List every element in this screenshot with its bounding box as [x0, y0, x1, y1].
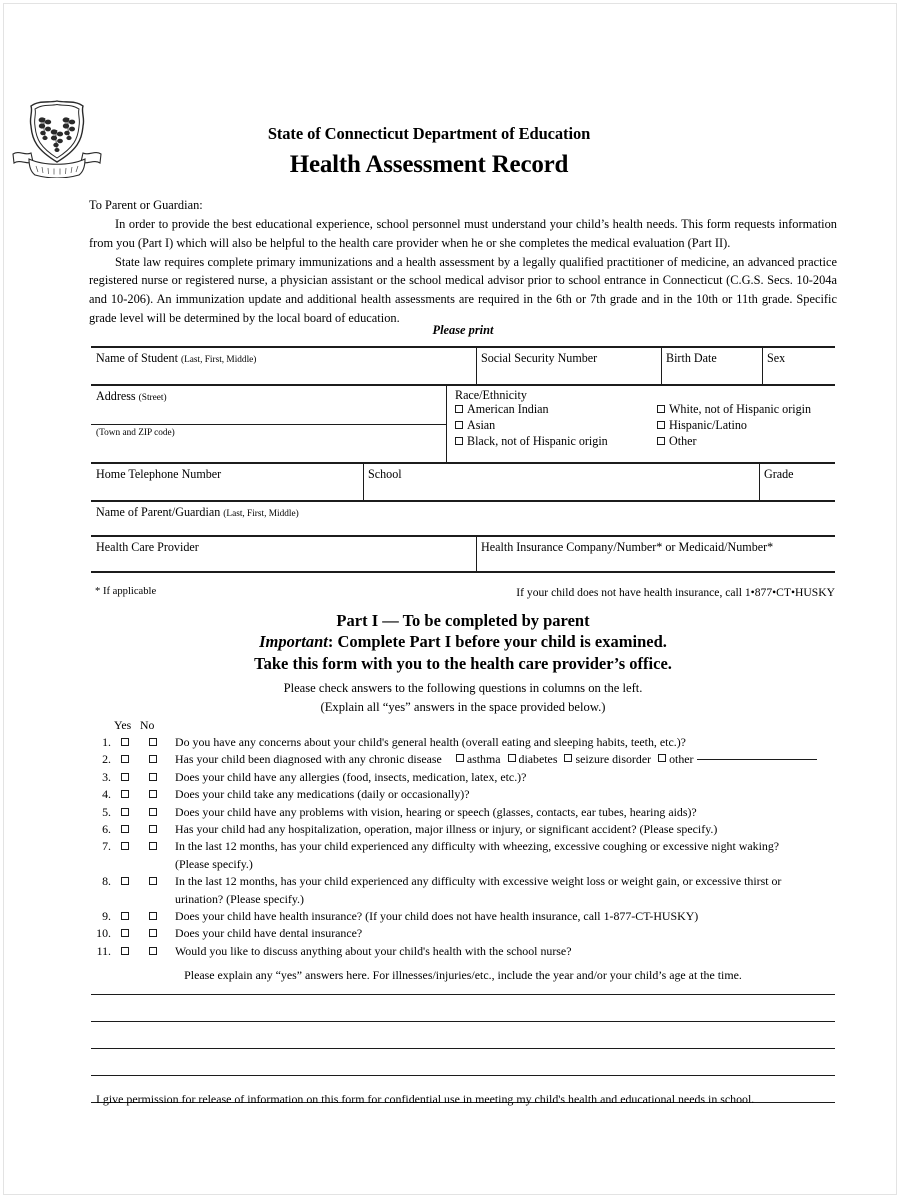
race-ethnicity-options [447, 403, 835, 447]
important-label: Important [259, 632, 328, 652]
question-text: Do you have any concerns about your child's general health (overall eating and sleeping habits, teeth, etc.)? [175, 735, 686, 749]
checkbox-asthma-icon[interactable] [456, 754, 464, 762]
checkbox-yes-icon[interactable] [121, 877, 129, 885]
question-row [89, 769, 839, 786]
race-option-hispanic-latino[interactable]: Hispanic/Latino [657, 419, 835, 431]
table-row-phone-school-grade [91, 462, 835, 500]
question-row [89, 925, 839, 942]
field-label-birth-date: Birth Date [666, 351, 717, 365]
question-text: In the last 12 months, has your child experienced any difficulty with excessive weight loss or weight gain, or excessive thirst or [175, 874, 782, 889]
checkbox-icon[interactable] [455, 421, 463, 429]
checkbox-diabetes-icon[interactable] [508, 754, 516, 762]
question-number: 8. [102, 874, 111, 889]
question-number: 10. [96, 926, 111, 941]
table-row-address-race [91, 384, 835, 462]
other-disease-input-rule[interactable] [697, 759, 817, 760]
field-label-grade: Grade [764, 467, 794, 481]
question-number: 9. [102, 909, 111, 924]
question-row [89, 943, 839, 960]
question-row [89, 838, 839, 873]
student-information-table [91, 346, 835, 573]
question-text: Does your child have any problems with vision, hearing or speech (glasses, contacts, ear tubes, hearing aids)? [175, 804, 697, 819]
checkbox-yes-icon[interactable] [121, 825, 129, 833]
table-row-provider-insurance [91, 535, 835, 573]
field-label-sex: Sex [767, 351, 786, 365]
question-text: Does your child have any allergies (food, insects, medication, latex, etc.)? [175, 769, 527, 784]
checkbox-seizure-disorder-icon[interactable] [564, 754, 572, 762]
table-row-name [91, 346, 835, 384]
field-label-health-care-provider: Health Care Provider [96, 540, 199, 554]
page-title: Health Assessment Record [289, 150, 569, 178]
question-number: 2. [102, 752, 111, 767]
option-seizure-disorder-label: seizure disorder [575, 752, 652, 767]
race-option-asian[interactable]: Asian [455, 419, 657, 431]
race-ethnicity-label: Race/Ethnicity [455, 388, 527, 402]
write-in-line[interactable] [91, 1049, 835, 1076]
explain-instruction: Please explain any “yes” answers here. For illnesses/injuries/etc., include the year and/or your child’s age at the time. [184, 968, 742, 982]
question-text: Has your child been diagnosed with any chronic disease [175, 752, 442, 767]
intro-text [89, 196, 837, 328]
checkbox-yes-icon[interactable] [121, 947, 129, 955]
race-ethnicity-group [447, 386, 835, 447]
question-number: 11. [96, 943, 111, 958]
checkbox-icon[interactable] [455, 437, 463, 445]
document-page [3, 3, 897, 1195]
checkbox-no-icon[interactable] [149, 773, 157, 781]
checkbox-no-icon[interactable] [149, 877, 157, 885]
question-number: 6. [102, 822, 111, 837]
question-row [89, 873, 839, 908]
question-number: 5. [102, 804, 111, 819]
write-in-line[interactable] [91, 994, 835, 1022]
checkbox-yes-icon[interactable] [121, 790, 129, 798]
checkbox-no-icon[interactable] [149, 790, 157, 798]
checkbox-icon[interactable] [657, 405, 665, 413]
checkbox-icon[interactable] [657, 437, 665, 445]
field-label-social-security-number: Social Security Number [481, 351, 598, 365]
checkbox-icon[interactable] [657, 421, 665, 429]
part-one-heading-block [89, 610, 837, 716]
question-number: 4. [102, 787, 111, 802]
part-one-instruction-1: Please check answers to the following questions in columns on the left. [283, 681, 643, 696]
part-one-heading: Part I — To be completed by parent [336, 611, 590, 630]
question-text: Does your child take any medications (daily or occasionally)? [175, 787, 470, 802]
questions-list [89, 734, 839, 960]
checkbox-yes-icon[interactable] [121, 912, 129, 920]
field-label-home-telephone-number: Home Telephone Number [96, 467, 222, 481]
field-label-town-zip: (Town and ZIP code) [96, 428, 175, 438]
title-block [114, 124, 744, 180]
yes-column-label: Yes [114, 718, 132, 732]
question-row [89, 804, 839, 821]
question-text-with-options [175, 751, 839, 768]
question-number: 3. [102, 769, 111, 784]
field-label-health-insurance: Health Insurance Company/Number* or Medicaid/Number* [481, 540, 774, 554]
race-option-other[interactable]: Other [657, 435, 835, 447]
question-text: Does your child have health insurance? (If your child does not have health insurance, call 1-877-CT-HUSKY) [175, 909, 699, 924]
write-in-line[interactable] [91, 1022, 835, 1049]
checkbox-yes-icon[interactable] [121, 808, 129, 816]
checkbox-yes-icon[interactable] [121, 738, 129, 746]
checkbox-yes-icon[interactable] [121, 842, 129, 850]
please-print-note: Please print [432, 323, 494, 337]
race-option-american-indian[interactable]: American Indian [455, 403, 657, 415]
checkbox-no-icon[interactable] [149, 947, 157, 955]
question-text: Would you like to discuss anything about your child's health with the school nurse? [175, 943, 572, 958]
checkbox-yes-icon[interactable] [121, 773, 129, 781]
question-row [89, 821, 839, 838]
question-text: Does your child have dental insurance? [175, 926, 363, 941]
field-label-name-of-student: Name of Student (Last, First, Middle) [96, 351, 257, 365]
question-row [89, 751, 839, 768]
agency-title: State of Connecticut Department of Education [267, 124, 591, 143]
checkbox-no-icon[interactable] [149, 842, 157, 850]
option-diabetes-label: diabetes [518, 752, 558, 767]
intro-salutation: To Parent or Guardian: [89, 198, 203, 212]
form-footnotes [91, 586, 835, 599]
question-row [89, 734, 839, 751]
question-row [89, 908, 839, 925]
checkbox-other-icon[interactable] [658, 754, 666, 762]
connecticut-state-seal-icon [9, 96, 105, 178]
checkbox-no-icon[interactable] [149, 912, 157, 920]
race-option-black[interactable]: Black, not of Hispanic origin [455, 435, 657, 447]
checkbox-no-icon[interactable] [149, 738, 157, 746]
part-one-important: Important: Complete Part I before your child is examined. [259, 632, 667, 652]
table-row-parent-guardian [91, 500, 835, 535]
question-text: In the last 12 months, has your child experienced any difficulty with wheezing, excessive coughing or excessive night waking? [175, 839, 780, 854]
yes-no-column-headers [114, 718, 154, 733]
question-text: Has your child had any hospitalization, operation, major illness or injury, or significant accident? (Please specify.) [175, 822, 718, 837]
question-number: 1. [102, 735, 111, 749]
question-text-line-2: (Please specify.) [175, 856, 253, 871]
question-text-line-2: urination? (Please specify.) [175, 891, 304, 906]
part-one-take-form: Take this form with you to the health care provider’s office. [254, 653, 672, 673]
checkbox-yes-icon[interactable] [121, 929, 129, 937]
checkbox-no-icon[interactable] [149, 929, 157, 937]
option-asthma-label: asthma [466, 752, 501, 767]
explanation-write-in-area[interactable] [91, 994, 835, 1103]
checkbox-no-icon[interactable] [149, 808, 157, 816]
checkbox-icon[interactable] [455, 405, 463, 413]
part-one-instruction-2: (Explain all “yes” answers in the space provided below.) [320, 699, 606, 714]
intro-paragraph-2: State law requires complete primary immunizations and a health assessment by a legally qualified practitioner of medicine, an advanced practice registered nurse or registered nurse, a physician assistant or the school medical advisor prior to school entrance in Connecticut (C.G.S. Secs. 10-204a and 10-206). An immunization update and additional health assessments are required in the 6th or 7th grade and in the 10th or 11th grade. Specific grade level will be determined by the local board of education. [89, 254, 837, 326]
footnote-if-applicable: * If applicable [95, 586, 157, 597]
question-row [89, 786, 839, 803]
no-column-label: No [140, 718, 155, 732]
intro-paragraph-1: In order to provide the best educational experience, school personnel must understand your child’s health needs. This form requests information from you (Part I) which will also be helpful to the health care provider when he or she completes the medical evaluation (Part II). [89, 216, 837, 250]
checkbox-no-icon[interactable] [149, 755, 157, 763]
field-label-name-of-parent-guardian: Name of Parent/Guardian (Last, First, Middle) [96, 505, 299, 519]
field-label-address: Address (Street) [96, 389, 167, 403]
checkbox-no-icon[interactable] [149, 825, 157, 833]
footnote-husky-phone: If your child does not have health insurance, call 1•877•CT•HUSKY [516, 586, 835, 599]
checkbox-yes-icon[interactable] [121, 755, 129, 763]
field-label-school: School [368, 467, 402, 481]
question-number: 7. [102, 839, 111, 854]
race-option-white[interactable]: White, not of Hispanic origin [657, 403, 835, 415]
permission-statement: I give permission for release of information on this form for confidential use in meeting my child's health and educational needs in school. [96, 1092, 755, 1106]
option-other-label: other [669, 752, 694, 767]
